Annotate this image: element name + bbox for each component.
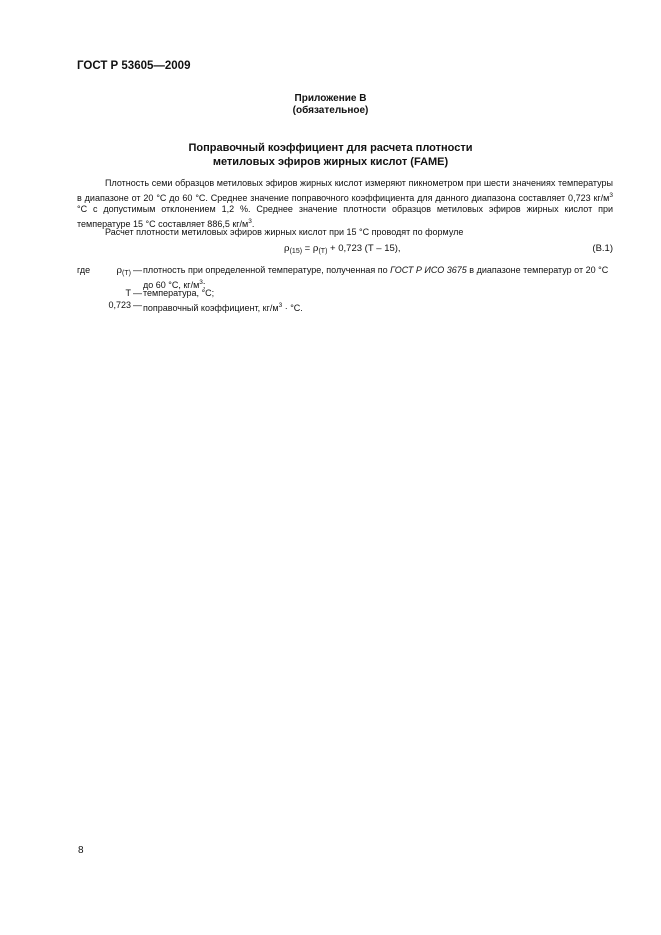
page-number: 8 xyxy=(78,845,84,856)
definition-dash: — xyxy=(133,300,142,310)
subscript: (T) xyxy=(318,248,328,255)
definition-text-part: ; xyxy=(202,279,206,290)
formula-number: (В.1) xyxy=(592,243,613,254)
formula xyxy=(284,243,401,255)
paragraph-text-part: . xyxy=(251,218,255,229)
definition-text-part: · °С. xyxy=(282,303,303,313)
superscript: 3 xyxy=(248,217,252,225)
formula-equals: = xyxy=(302,243,313,254)
definition-text-part: в диапазоне температур от 20 °С до 60 °С, кг/м xyxy=(143,265,609,290)
section-title-line-1: Поправочный коэффициент для расчета плотности xyxy=(188,142,473,154)
definition-text: температура, °С; xyxy=(143,288,215,298)
definition-text xyxy=(143,300,617,315)
subscript: (15) xyxy=(289,248,303,255)
definition-text-part: плотность при определенной температуре, полученная по xyxy=(143,265,391,275)
annex-label: Приложение В xyxy=(294,93,367,104)
superscript: 3 xyxy=(199,278,203,286)
document-code: ГОСТ Р 53605—2009 xyxy=(77,60,191,72)
formula-rest: + 0,723 (Т – 15), xyxy=(327,243,401,254)
annex-heading xyxy=(0,93,661,117)
definition-temperature xyxy=(77,288,617,300)
paragraph-measurement xyxy=(77,178,613,230)
paragraph-formula-intro: Расчет плотности метиловых эфиров жирных кислот при 15 °С проводят по формуле xyxy=(105,227,464,237)
superscript: 3 xyxy=(609,191,613,199)
where-label: где xyxy=(77,265,91,275)
definition-symbol xyxy=(116,265,131,280)
superscript: 3 xyxy=(278,302,283,309)
definitions-list xyxy=(77,265,617,312)
rho-symbol: ρ xyxy=(312,243,319,254)
section-title xyxy=(0,141,661,169)
annex-status: (обязательное) xyxy=(292,105,369,116)
definition-dash: — xyxy=(133,265,142,275)
definition-text-part: поправочный коэффициент, кг/м xyxy=(143,303,279,313)
definition-coefficient xyxy=(77,300,617,312)
definition-symbol: 0,723 xyxy=(108,300,131,310)
section-title-line-2: метиловых эфиров жирных кислот (FAME) xyxy=(212,156,449,168)
rho-symbol: ρ xyxy=(284,243,290,254)
paragraph-text-part: °С с допустимым отклонением 1,2 %. Среднее значение плотности образцов метиловых эфиров жирных кислот при температуре 15 °С составляет 886,5 кг/м xyxy=(77,204,613,229)
definition-dash: — xyxy=(133,288,142,298)
paragraph-text-part: Плотность семи образцов метиловых эфиров жирных кислот измеряют пикнометром при шести значениях температуры в диапазоне от 20 °С до 60 °С. Среднее значение поправочного коэффициента для данного диапазона составляет 0,723 кг/м xyxy=(77,178,613,203)
definition-symbol: Т xyxy=(125,288,131,298)
rho-symbol: ρ xyxy=(116,265,123,276)
definition-density xyxy=(77,265,617,288)
standard-reference: ГОСТ Р ИСО 3675 xyxy=(390,265,467,275)
subscript: (T) xyxy=(122,270,131,277)
